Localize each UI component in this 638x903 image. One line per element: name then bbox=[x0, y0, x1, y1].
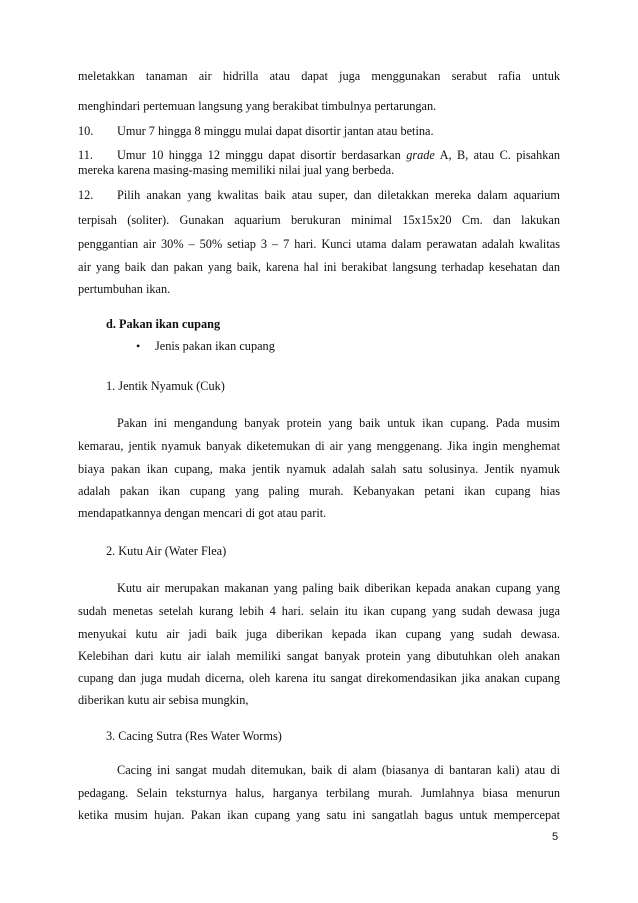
text-line: cupang dan juga mudah dicerna, oleh karena itu sangat direkomendasikan jika anakan cupang bbox=[78, 671, 560, 685]
text-line: Kelebihan dari kutu air ialah memiliki sangat banyak protein yang dibutuhkan oleh anakan bbox=[78, 649, 560, 663]
text-line: mereka karena masing-masing memiliki nilai jual yang berbeda. bbox=[78, 163, 395, 177]
page-number: 5 bbox=[552, 831, 559, 843]
list-item-emphasis: grade bbox=[406, 148, 435, 162]
text-line: pertumbuhan ikan. bbox=[78, 282, 171, 296]
list-item-text bbox=[117, 147, 560, 163]
subheading: 1. Jentik Nyamuk (Cuk) bbox=[106, 379, 225, 393]
text-line: air yang baik dan pakan yang baik, karena hal ini berakibat langsung terhadap kesehatan dan bbox=[78, 260, 560, 274]
text-line: menghindari pertemuan langsung yang berakibat timbulnya pertarungan. bbox=[78, 99, 437, 113]
text-line: mendapatkannya dengan mencari di got atau parit. bbox=[78, 506, 327, 520]
text-line: biaya pakan ikan cupang, maka jentik nyamuk adalah salah satu solusinya. Jentik nyamuk bbox=[78, 462, 560, 476]
subheading: 2. Kutu Air (Water Flea) bbox=[106, 544, 227, 558]
text-line: diberikan kutu air sebisa mungkin, bbox=[78, 693, 249, 707]
list-item-text: Umur 7 hingga 8 minggu mulai dapat disortir jantan atau betina. bbox=[117, 124, 434, 138]
paragraph-first-line: Cacing ini sangat mudah ditemukan, baik di alam (biasanya di bantaran kali) atau di bbox=[117, 763, 560, 777]
subheading: 3. Cacing Sutra (Res Water Worms) bbox=[106, 729, 282, 743]
paragraph-first-line: Pakan ini mengandung banyak protein yang baik untuk ikan cupang. Pada musim bbox=[117, 416, 560, 430]
text-line: meletakkan tanaman air hidrilla atau dapat juga menggunakan serabut rafia untuk bbox=[78, 69, 560, 83]
text-line: kemarau, jentik nyamuk banyak diketemukan di air yang menggenang. Jika ingin menghemat bbox=[78, 439, 560, 453]
text-line: penggantian air 30% – 50% setiap 3 – 7 hari. Kunci utama dalam perawatan adalah kwalitas bbox=[78, 237, 560, 251]
list-number: 10. bbox=[78, 124, 94, 138]
list-item-text: Pilih anakan yang kwalitas baik atau super, dan diletakkan mereka dalam aquarium bbox=[117, 188, 560, 202]
list-item-text-part: A, B, atau C. pisahkan bbox=[434, 148, 560, 162]
text-line: terpisah (soliter). Gunakan aquarium berukuran minimal 15x15x20 Cm. dan lakukan bbox=[78, 213, 560, 227]
text-line: menyukai kutu air jadi baik juga diberikan kepada ikan cupang yang sudah dewasa. bbox=[78, 627, 560, 641]
text-line: pedagang. Selain teksturnya halus, harganya terbilang murah. Jumlahnya biasa menurun bbox=[78, 786, 560, 800]
list-number: 12. bbox=[78, 188, 94, 202]
text-line: ketika musim hujan. Pakan ikan cupang yang satu ini sangatlah bagus untuk mempercepat bbox=[78, 808, 560, 822]
text-line: adalah pakan ikan cupang yang paling murah. Kebanyakan petani ikan cupang hias bbox=[78, 484, 560, 498]
bullet-icon: • bbox=[136, 339, 141, 353]
bullet-text: Jenis pakan ikan cupang bbox=[155, 339, 275, 353]
list-number: 11. bbox=[78, 148, 93, 162]
paragraph-first-line: Kutu air merupakan makanan yang paling baik diberikan kepada anakan cupang yang bbox=[117, 581, 560, 595]
text-line: sudah menetas setelah kurang lebih 4 hari. selain itu ikan cupang yang sudah dewasa juga bbox=[78, 604, 560, 618]
section-heading: d. Pakan ikan cupang bbox=[106, 317, 221, 331]
list-item-text-part: Umur 10 hingga 12 minggu dapat disortir berdasarkan bbox=[117, 148, 407, 162]
